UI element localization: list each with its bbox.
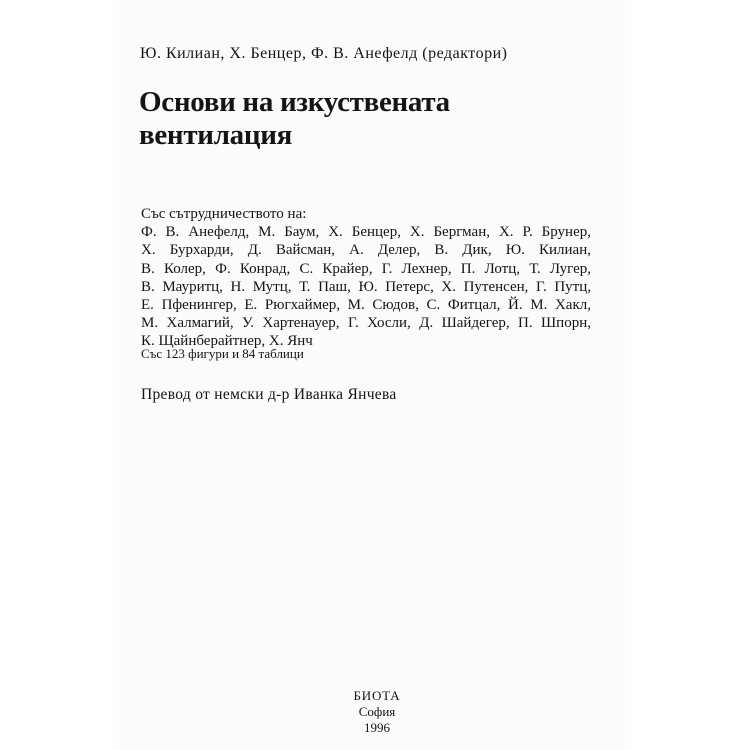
title-page <box>119 0 625 750</box>
book-title-line-2: вентилация <box>139 119 293 151</box>
collaborators-line: К. Щайнберайтнер, Х. Янч <box>141 333 313 350</box>
publisher-block <box>337 688 417 736</box>
publication-year: 1996 <box>364 720 390 735</box>
collaborators-line: В. Колер, Ф. Конрад, С. Крайер, Г. Лехнер, П. Лотц, Т. Лугер, <box>141 260 591 277</box>
collaborators-line: Е. Пфенингер, Е. Рюгхаймер, М. Сюдов, С. Фитцал, Й. М. Хакл, <box>141 297 591 314</box>
publisher-name: БИОТА <box>353 688 401 703</box>
collaborators-line: В. Мауритц, Н. Мутц, Т. Паш, Ю. Петерс, Х. Путенсен, Г. Путц, <box>141 278 591 295</box>
book-title-line-1: Основи на изкуствената <box>139 86 450 118</box>
translation-credit: Превод от немски д-р Иванка Янчева <box>141 386 397 403</box>
collaborators-line: Х. Бурхарди, Д. Вайсман, А. Делер, В. Дик, Ю. Килиан, <box>141 242 591 259</box>
book-title <box>139 86 450 152</box>
collaborators-block <box>141 205 591 351</box>
collaborators-line: М. Халмагий, У. Хартенауер, Г. Хосли, Д. Шайдегер, П. Шпорн, <box>141 315 591 332</box>
collaborators-intro: Със сътрудничеството на: <box>141 206 307 222</box>
figures-note: Със 123 фигури и 84 таблици <box>141 346 304 361</box>
collaborators-line: Ф. В. Анефелд, М. Баум, Х. Бенцер, Х. Бергман, Х. Р. Брунер, <box>141 224 591 241</box>
editors-line: Ю. Килиан, Х. Бенцер, Ф. В. Анефелд (редактори) <box>140 45 508 62</box>
publisher-city: София <box>358 704 396 719</box>
